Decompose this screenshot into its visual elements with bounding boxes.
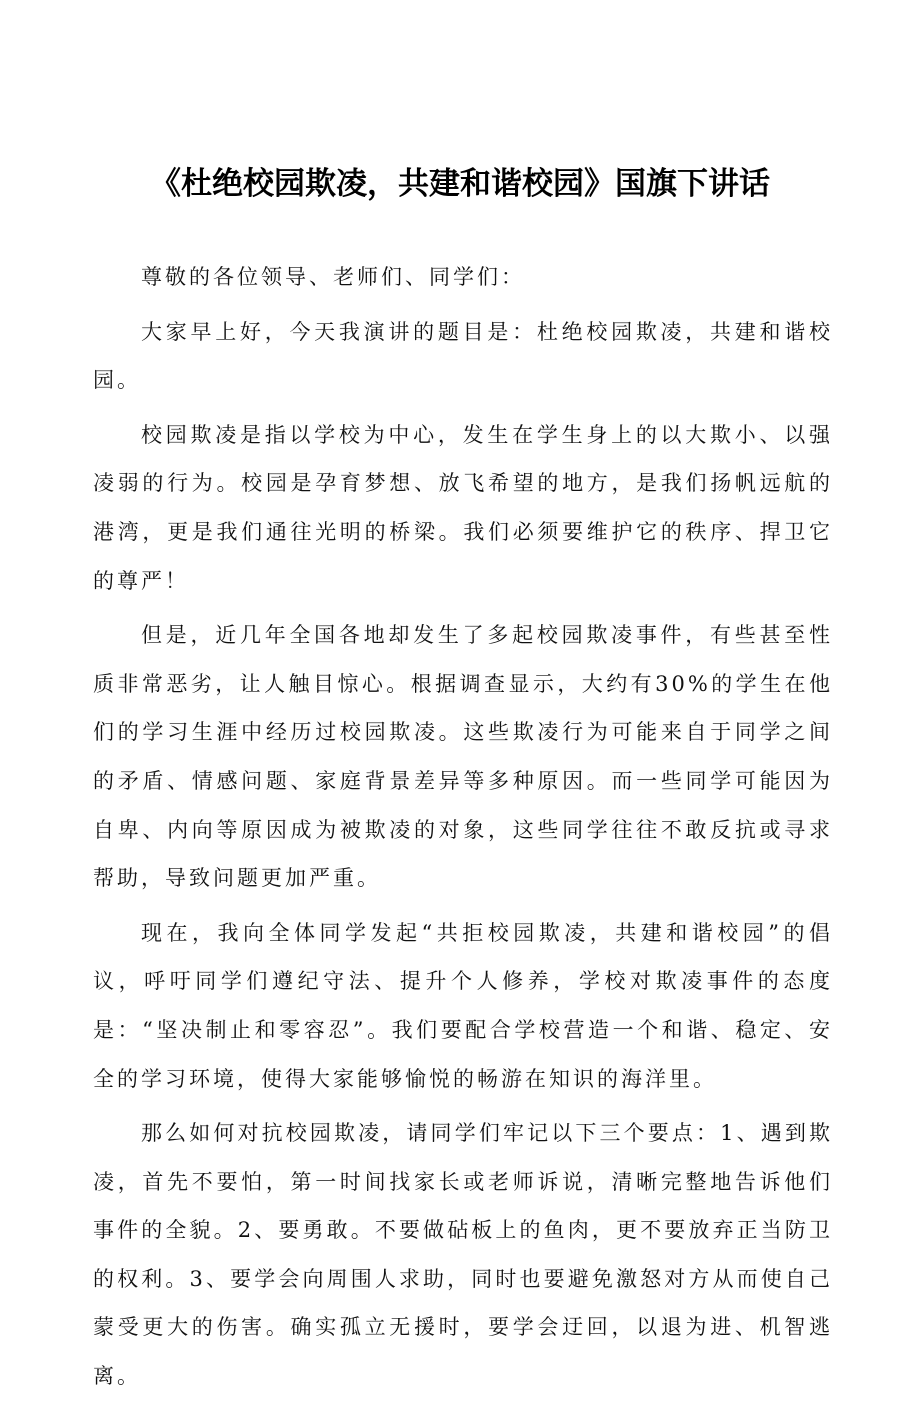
paragraph-definition: 校园欺凌是指以学校为中心，发生在学生身上的以大欺小、以强凌弱的行为。校园是孕育梦想、放飞希望的地方，是我们扬帆远航的港湾，更是我们通往光明的桥梁。我们必须要维护它的秩序、捍卫它的尊严！ <box>93 422 833 593</box>
document-body <box>93 253 833 1407</box>
paragraph-key-points: 那么如何对抗校园欺凌，请同学们牢记以下三个要点：1、遇到欺凌，首先不要怕，第一时间找家长或老师诉说，清晰完整地告诉他们事件的全貌。2、要勇敢。不要做砧板上的鱼肉，更不要放弃正当防卫的权利。3、要学会向周围人求助，同时也要避免激怒对方从而使自己蒙受更大的伤害。确实孤立无援时，要学会迂回，以退为进、机智逃离。 <box>93 1121 833 1389</box>
document-title: 《杜绝校园欺凌，共建和谐校园》国旗下讲话 <box>150 166 770 202</box>
paragraph-situation: 但是，近几年全国各地却发生了多起校园欺凌事件，有些甚至性质非常恶劣，让人触目惊心。根据调查显示，大约有30%的学生在他们的学习生涯中经历过校园欺凌。这些欺凌行为可能来自于同学之间的矛盾、情感问题、家庭背景差异等多种原因。而一些同学可能因为自卑、内向等原因成为被欺凌的对象，这些同学往往不敢反抗或寻求帮助，导致问题更加严重。 <box>93 623 833 891</box>
paragraph-salutation: 尊敬的各位领导、老师们、同学们： <box>141 265 525 289</box>
paragraph-initiative: 现在，我向全体同学发起“共拒校园欺凌，共建和谐校园”的倡议，呼吁同学们遵纪守法、提升个人修养，学校对欺凌事件的态度是：“坚决制止和零容忍”。我们要配合学校营造一个和谐、稳定、安全的学习环境，使得大家能够愉悦的畅游在知识的海洋里。 <box>93 920 833 1091</box>
paragraph-greeting: 大家早上好，今天我演讲的题目是：杜绝校园欺凌，共建和谐校园。 <box>93 319 833 393</box>
